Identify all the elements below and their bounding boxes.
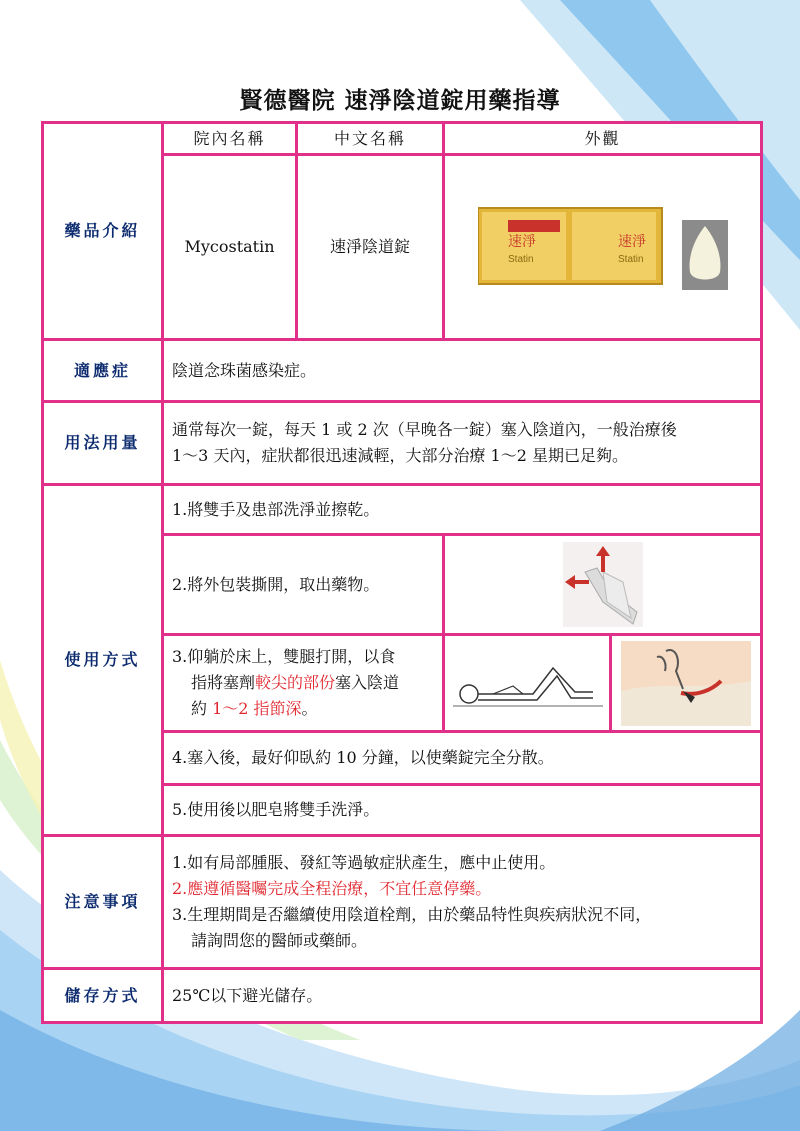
precaution-item-3-cont: 請詢問您的醫師或藥師。 xyxy=(191,931,368,950)
category-drug-intro: 藥品介紹 xyxy=(43,123,163,340)
usage-step-3 xyxy=(163,635,444,732)
drug-chinese-name: 速淨陰道錠 xyxy=(297,155,444,340)
header-chinese-name: 中文名稱 xyxy=(297,123,444,155)
category-precautions: 注意事項 xyxy=(43,836,163,969)
medication-guide-table xyxy=(41,121,763,1024)
dosage-cell xyxy=(163,402,762,485)
pack-subtext-left: Statin xyxy=(507,254,534,265)
dosage-line-2: 1～3 天內，症狀都很迅速減輕，大部分治療 1～2 星期已足夠。 xyxy=(172,446,628,465)
usage-step-3-highlight-depth: 1～2 指節深 xyxy=(212,699,302,718)
drug-inner-name: Mycostatin xyxy=(163,155,297,340)
precaution-item-2: 2.應遵循醫囑完成全程治療，不宜任意停藥。 xyxy=(172,879,492,898)
precaution-item-3: 3.生理期間是否繼續使用陰道栓劑，由於藥品特性與疾病狀況不同， xyxy=(172,905,652,924)
category-usage: 使用方式 xyxy=(43,485,163,836)
usage-step-5: 5.使用後以肥皂將雙手洗淨。 xyxy=(163,785,762,836)
insertion-illustration xyxy=(621,641,751,726)
dosage-line-1: 通常每次一錠，每天 1 或 2 次（早晚各一錠）塞入陰道內，一般治療後 xyxy=(172,420,677,439)
page-title: 賢德醫院 速淨陰道錠用藥指導 xyxy=(239,87,561,114)
precaution-item-1: 1.如有局部腫脹、發紅等過敏症狀產生，應中止使用。 xyxy=(172,853,556,872)
usage-step-4: 4.塞入後，最好仰臥約 10 分鐘，以使藥錠完全分散。 xyxy=(163,732,762,785)
lying-position-illustration xyxy=(453,648,603,718)
pack-subtext-right: Statin xyxy=(617,254,644,265)
usage-step-1: 1.將雙手及患部洗淨並擦乾。 xyxy=(163,485,762,535)
usage-step-3-line-1: 3.仰躺於床上，雙腿打開，以食 xyxy=(172,647,396,666)
header-appearance: 外觀 xyxy=(444,123,762,155)
category-dosage: 用法用量 xyxy=(43,402,163,485)
usage-step-3-line-2: 指將塞劑 xyxy=(191,673,256,692)
pack-text-left: 速淨 xyxy=(507,233,536,249)
pack-text-right: 速淨 xyxy=(617,233,646,249)
open-package-illustration xyxy=(563,542,643,627)
header-inner-name: 院內名稱 xyxy=(163,123,297,155)
indication-text: 陰道念珠菌感染症。 xyxy=(163,340,762,402)
usage-step-2-illustration xyxy=(444,535,762,635)
usage-step-2: 2.將外包裝撕開，取出藥物。 xyxy=(163,535,444,635)
usage-step-3-line-2-end: 塞入陰道 xyxy=(335,673,400,692)
precautions-cell xyxy=(163,836,762,969)
usage-step-3-illustration-right xyxy=(611,635,762,732)
storage-text: 25℃以下避光儲存。 xyxy=(163,969,762,1023)
usage-step-3-illustration-left xyxy=(444,635,611,732)
drug-package-image xyxy=(478,202,728,292)
usage-step-3-line-3-end: 。 xyxy=(301,699,318,718)
usage-step-3-highlight-tip: 較尖的部份 xyxy=(255,673,336,692)
category-storage: 儲存方式 xyxy=(43,969,163,1023)
drug-appearance-cell xyxy=(444,155,762,340)
category-indication: 適應症 xyxy=(43,340,163,402)
usage-step-3-line-3: 約 xyxy=(191,699,213,718)
